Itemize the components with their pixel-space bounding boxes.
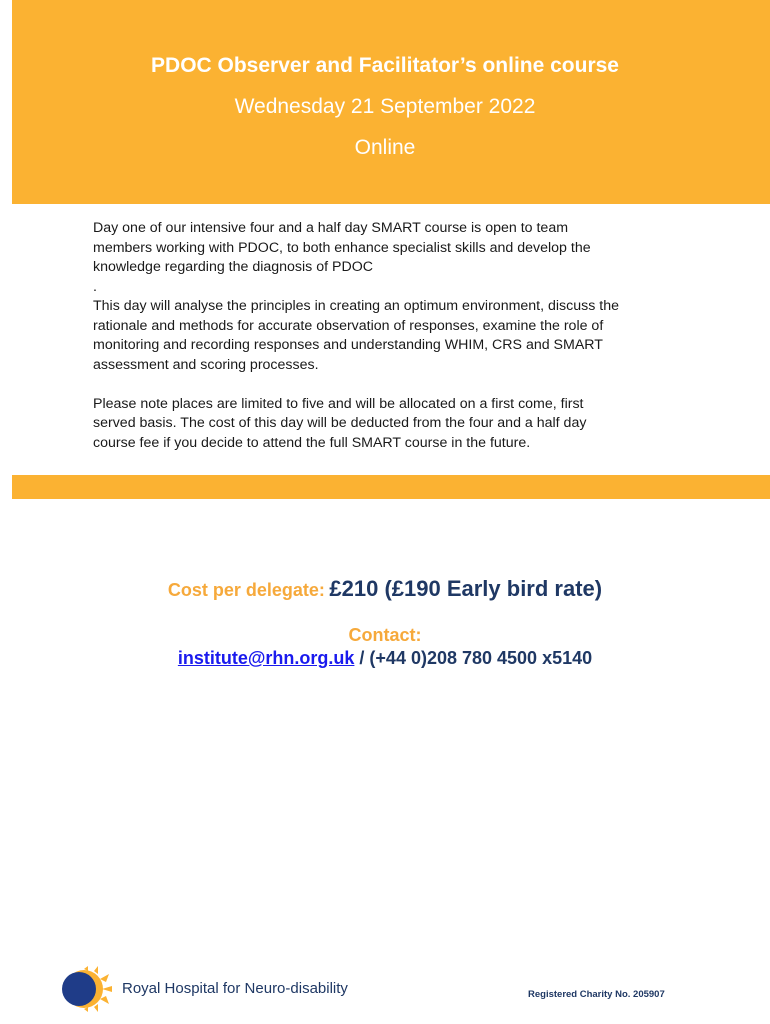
sun-logo-icon [58, 966, 114, 1012]
description-line: . [93, 278, 97, 295]
cost-value: £210 (£190 Early bird rate) [329, 576, 603, 601]
contact-line [0, 648, 770, 669]
course-venue: Online [354, 136, 416, 159]
contact-label: Contact: [348, 625, 422, 645]
contact-phone: / (+44 0)208 780 4500 x5140 [354, 648, 593, 668]
description-line: Day one of our intensive four and a half day SMART course is open to team [93, 220, 569, 236]
cost-line [0, 576, 770, 602]
description-line: monitoring and recording responses and understanding WHIM, CRS and SMART [93, 337, 603, 353]
cost-label: Cost per delegate: [167, 580, 325, 600]
rhn-logo [58, 966, 378, 1012]
paragraph-gap [93, 375, 693, 395]
description-line: knowledge regarding the diagnosis of PDOC [93, 259, 373, 275]
course-title: PDOC Observer and Facilitator’s online course [151, 54, 619, 77]
description-line: rationale and methods for accurate observation of responses, examine the role of [93, 317, 604, 334]
divider-band [12, 475, 770, 499]
course-date: Wednesday 21 September 2022 [234, 95, 536, 118]
description-line: course fee if you decide to attend the full SMART course in the future. [93, 434, 531, 451]
description-line: This day will analyse the principles in creating an optimum environment, discuss the [93, 298, 619, 314]
description-line: assessment and scoring processes. [93, 356, 319, 373]
logo-text: Royal Hospital for Neuro-disability [122, 980, 348, 997]
description-line: members working with PDOC, to both enhance specialist skills and develop the [93, 239, 591, 256]
contact-email-link[interactable]: institute@rhn.org.uk [177, 648, 355, 668]
course-description [93, 219, 693, 453]
description-line: Please note places are limited to five and will be allocated on a first come, first [93, 395, 584, 412]
charity-number: Registered Charity No. 205907 [528, 989, 665, 1000]
description-line: served basis. The cost of this day will be deducted from the four and a half day [93, 415, 587, 431]
